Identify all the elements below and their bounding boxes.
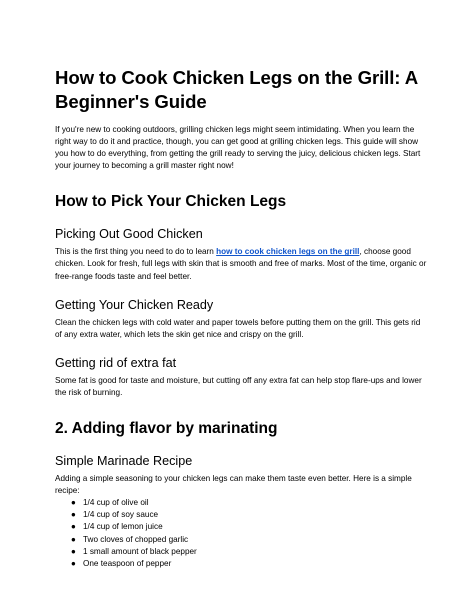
subheading-picking-chicken: Picking Out Good Chicken [55,227,203,242]
chicken-legs-grill-link[interactable]: how to cook chicken legs on the grill [216,247,360,257]
document-page [55,66,427,570]
list-item [55,546,427,558]
bullet-icon: ● [71,534,76,544]
list-item [55,534,427,546]
extra-fat-paragraph: Some fat is good for taste and moisture, but cutting off any extra fat can help stop flare-ups and lower the risk of burning. [55,375,422,397]
ingredient-text: 1/4 cup of lemon juice [83,522,163,532]
bullet-icon: ● [71,522,76,532]
ingredient-text: 1/4 cup of soy sauce [83,510,159,520]
intro-paragraph: If you're new to cooking outdoors, grilling chicken legs might seem intimidating. When you learn the right way to do it and practice, though, you can get good at grilling chicken legs. This guide will show you how to do everything, from getting the grill ready to serving the juicy, delicious chicken legs. Start your journey to becoming a grill master right now! [55,125,421,171]
section-heading-pick-chicken: How to Pick Your Chicken Legs [55,193,287,211]
list-item [55,558,427,570]
bullet-icon: ● [71,498,76,508]
ingredient-text: One teaspoon of pepper [83,558,172,568]
subheading-chicken-ready: Getting Your Chicken Ready [55,297,214,312]
list-item [55,509,427,521]
ingredient-text: 1/4 cup of olive oil [83,498,149,508]
list-item [55,521,427,533]
subheading-extra-fat: Getting rid of extra fat [55,355,177,370]
bullet-icon: ● [71,510,76,520]
ingredient-list [55,497,427,570]
chicken-ready-paragraph: Clean the chicken legs with cold water and paper towels before putting them on the grill. This gets rid of any extra water, which lets the skin get nice and crispy on the grill. [55,317,421,339]
list-item [55,497,427,509]
picking-chicken-paragraph [55,246,427,282]
subheading-marinade-recipe: Simple Marinade Recipe [55,454,193,469]
bullet-icon: ● [71,546,76,556]
ingredient-text: Two cloves of chopped garlic [83,534,189,544]
ingredient-text: 1 small amount of black pepper [83,546,197,556]
picking-text-after: , choose good chicken. Look for fresh, full legs with skin that is smooth and free of marks. Most of the time, organic or free-range foods taste and feel better. [55,247,427,281]
picking-text-before: This is the first thing you need to do to learn [55,247,217,257]
marinade-paragraph: Adding a simple seasoning to your chicken legs can make them taste even better. Here is a simple recipe: [55,474,412,496]
bullet-icon: ● [71,558,76,568]
section-heading-marinating: 2. Adding flavor by marinating [55,420,278,438]
page-title: How to Cook Chicken Legs on the Grill: A Beginner's Guide [55,67,418,112]
